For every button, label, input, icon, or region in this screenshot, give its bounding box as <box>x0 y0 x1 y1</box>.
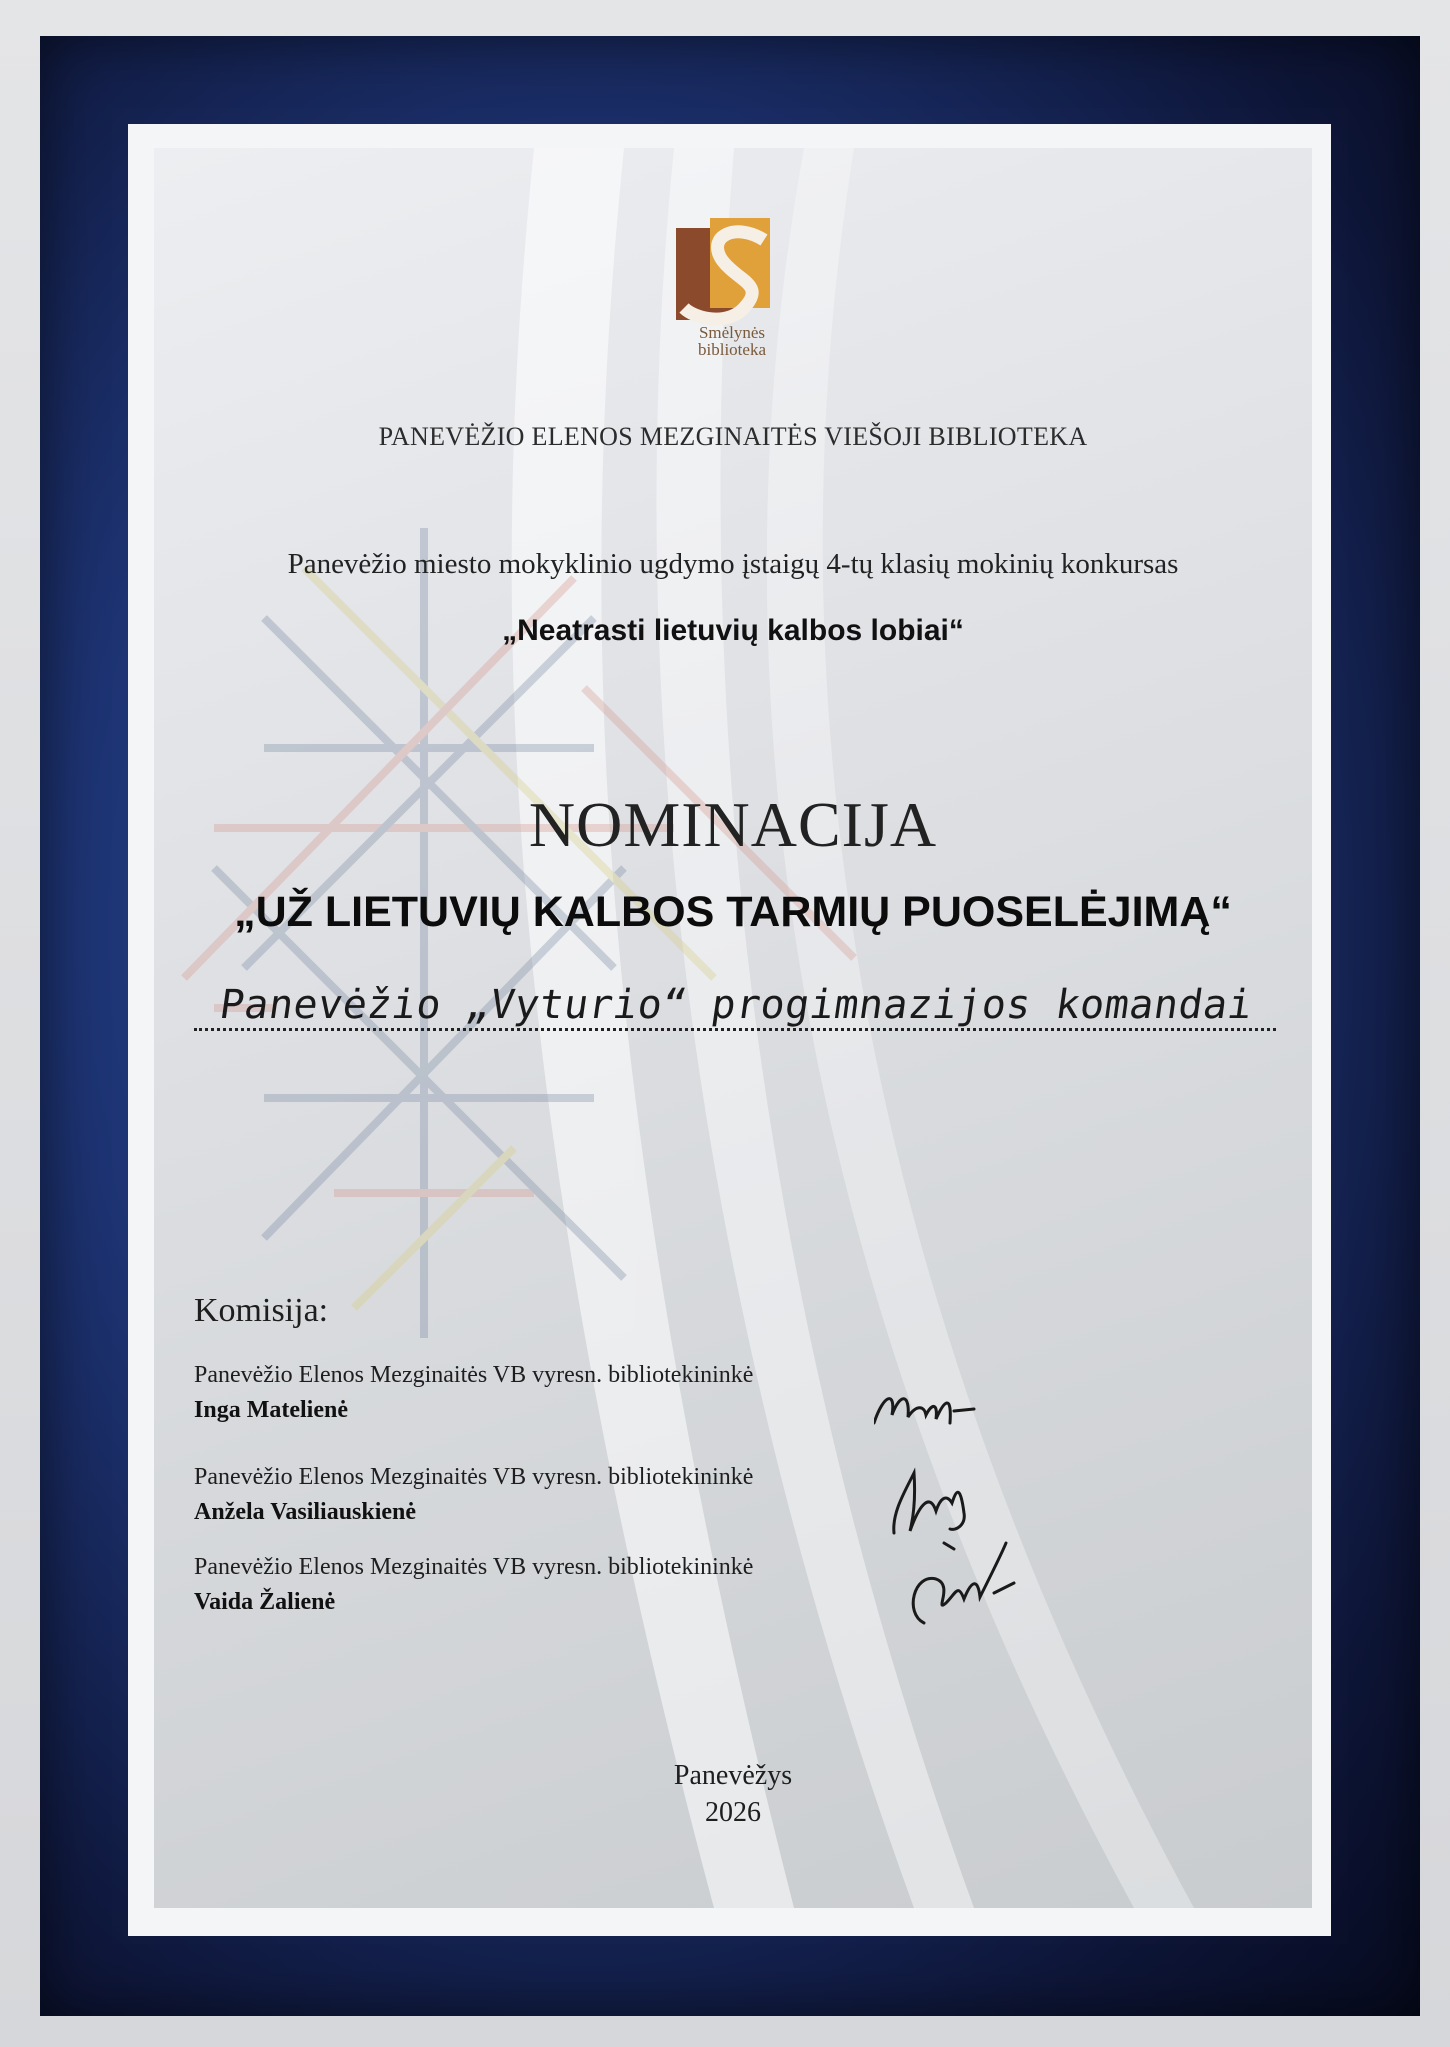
nomination-name: „UŽ LIETUVIŲ KALBOS TARMIŲ PUOSELĖJIMĄ“ <box>234 888 1232 936</box>
member-2-name: Anžela Vasiliauskienė <box>194 1499 417 1525</box>
logo-name-line-1: Smėlynės <box>698 323 766 342</box>
recipient-dotted-line <box>194 1028 1276 1031</box>
contest-name: „Neatrasti lietuvių kalbos lobiai“ <box>502 614 964 647</box>
member-3-name: Vaida Žalienė <box>194 1589 336 1615</box>
member-3-role: Panevėžio Elenos Mezginaitės VB vyresn. bibliotekininkė <box>194 1554 754 1580</box>
contest-description: Panevėžio miesto mokyklinio ugdymo įstaigų 4-tų klasių mokinių konkursas <box>287 548 1179 580</box>
member-2-role: Panevėžio Elenos Mezginaitės VB vyresn. bibliotekininkė <box>194 1464 754 1490</box>
signature-3 <box>913 1543 1014 1623</box>
signatures <box>874 1353 1124 1653</box>
signature-1 <box>874 1399 974 1423</box>
logo-name-line-2: biblioteka <box>698 340 766 359</box>
institution-name: PANEVĖŽIO ELENOS MEZGINAITĖS VIEŠOJI BIBLIOTEKA <box>378 422 1088 451</box>
year: 2026 <box>705 1797 761 1828</box>
nomination-title: NOMINACIJA <box>528 789 938 860</box>
certificate-card <box>154 148 1312 1908</box>
logo-name <box>644 324 820 358</box>
city: Panevėžys <box>673 1760 793 1791</box>
signature-2 <box>894 1473 964 1549</box>
commission-label: Komisija: <box>194 1292 329 1329</box>
recipient-handwritten: Panevėžio „Vyturio“ progimnazijos komandai <box>216 982 1256 1028</box>
member-1-role: Panevėžio Elenos Mezginaitės VB vyresn. bibliotekininkė <box>194 1362 754 1388</box>
member-1-name: Inga Matelienė <box>194 1397 348 1423</box>
